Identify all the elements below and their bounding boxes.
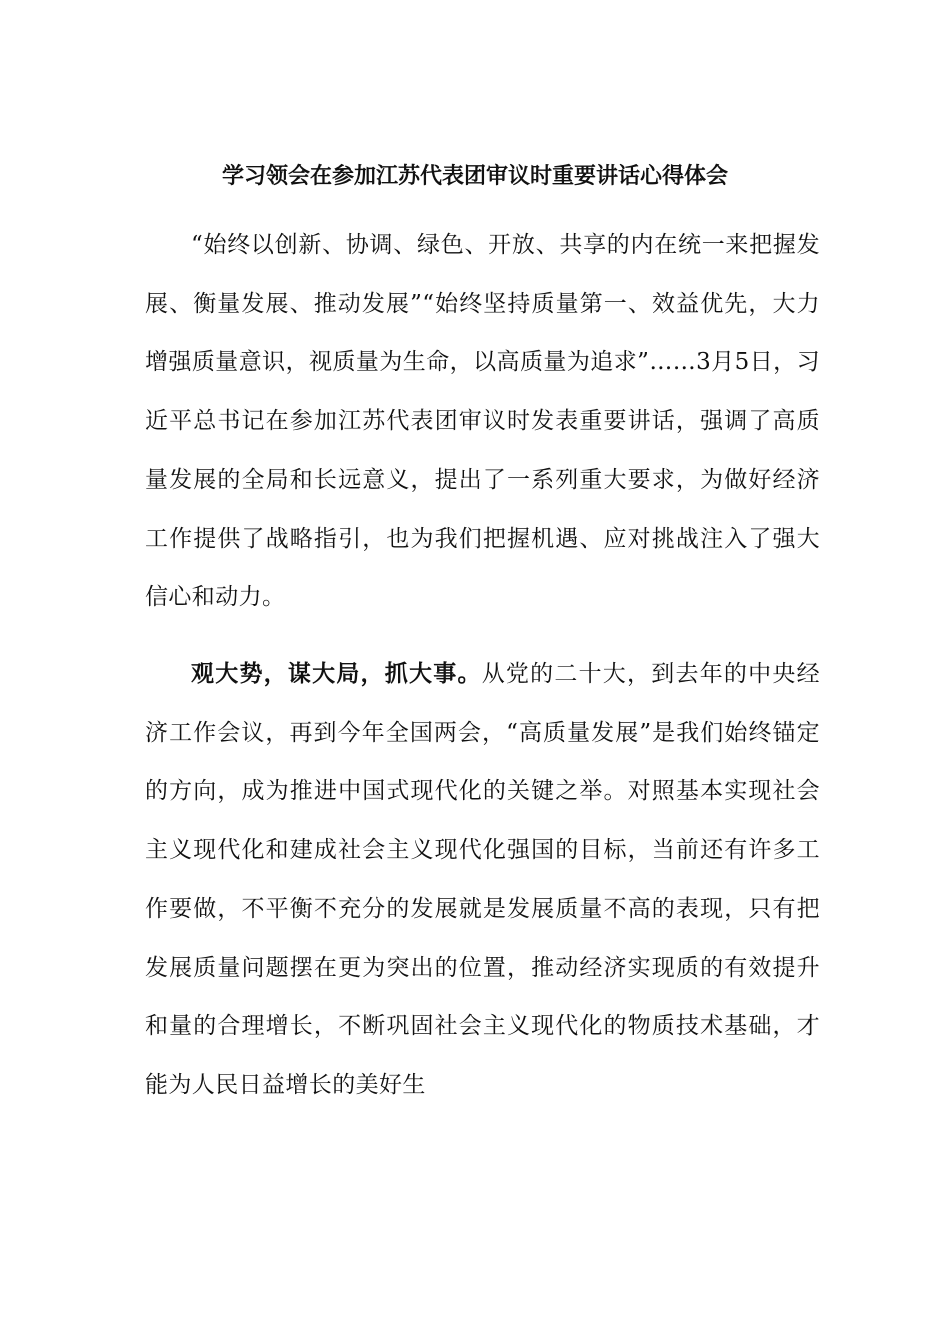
paragraph-grand-trend — [145, 645, 820, 1115]
paragraph-grand-trend-lead: 观大势，谋大局，抓大事。 — [191, 660, 482, 687]
paragraph-intro — [145, 216, 820, 627]
document-title: 学习领会在参加江苏代表团审议时重要讲话心得体会 — [221, 163, 728, 189]
paragraph-intro-text: “始终以创新、协调、绿色、开放、共享的内在统一来把握发展、衡量发展、推动发展”“始终坚持质量第一、效益优先，大力增强质量意识，视质量为生命，以高质量为追求”……3月5日，习近平总书记在参加江苏代表团审议时发表重要讲话，强调了高质量发展的全局和长远意义，提出了一系列重大要求，为做好经济工作提供了战略指引，也为我们把握机遇、应对挑战注入了强大信心和动力。 — [145, 232, 820, 611]
paragraph-grand-trend-text: 从党的二十大，到去年的中央经济工作会议，再到今年全国两会，“高质量发展”是我们始终锚定的方向，成为推进中国式现代化的关键之举。对照基本实现社会主义现代化和建成社会主义现代化强国的目标，当前还有许多工作要做，不平衡不充分的发展就是发展质量不高的表现，只有把发展质量问题摆在更为突出的位置，推动经济实现质的有效提升和量的合理增长，不断巩固社会主义现代化的物质技术基础，才能为人民日益增长的美好生 — [145, 661, 820, 1098]
